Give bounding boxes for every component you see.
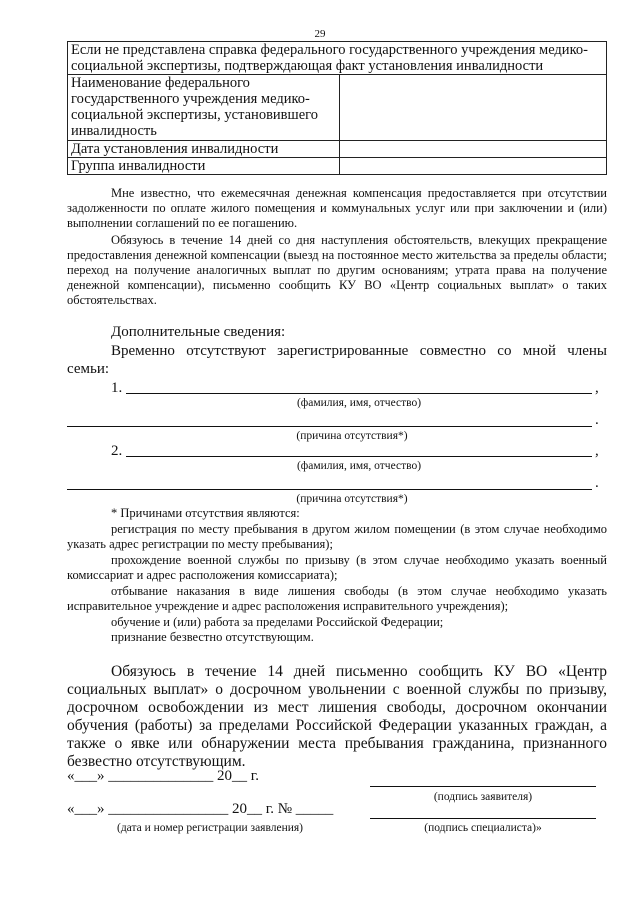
- period: .: [595, 412, 599, 428]
- period: .: [595, 475, 599, 491]
- page-number: 29: [314, 28, 326, 40]
- footnote-title: * Причинами отсутствия являются:: [111, 506, 300, 520]
- comma: ,: [595, 443, 599, 459]
- obligation-paragraph: Обязуюсь в течение 14 дней письменно сообщить КУ ВО «Центр социальных выплат» о досрочном увольнении с военной службы по призыву, досрочном освобождении из мест лишения свободы, досрочном окончании обучения (работы) за пределами Российской Федерации указанных граждан, а также о явке или обнаружении места пребывания гражданина, признанного безвестно отсутствующим.: [67, 663, 607, 770]
- table-row-label: Наименование федерального государственного учреждения медико-социальной экспертизы, установившего инвалидность: [68, 75, 340, 141]
- table-row-value[interactable]: [340, 141, 607, 158]
- disability-info-table: [67, 41, 607, 175]
- table-row-value[interactable]: [340, 75, 607, 141]
- entry-number: 1.: [111, 380, 123, 396]
- table-header: Если не представлена справка федерального государственного учреждения медико-социальной экспертизы, подтверждающая факт установления инвалидности: [68, 42, 607, 75]
- fio-line[interactable]: [126, 393, 592, 394]
- paragraph-compensation-conditions: Мне известно, что ежемесячная денежная компенсация предоставляется при отсутствии задолженности по оплате жилого помещения и коммунальных услуг или при заключении и (или) выполнении соглашений по ее погашению.: [67, 186, 607, 230]
- additional-info-title: Дополнительные сведения:: [111, 324, 286, 340]
- fio-line[interactable]: [126, 456, 592, 457]
- specialist-signature-line[interactable]: [370, 818, 596, 819]
- footnote-item: отбывание наказания в виде лишения свободы (в этом случае необходимо указать исправительное учреждение и адрес расположения исправительного учреждения);: [67, 584, 607, 613]
- fio-caption: (фамилия, имя, отчество): [296, 460, 422, 472]
- table-row-label: Группа инвалидности: [68, 158, 340, 175]
- comma: ,: [595, 380, 599, 396]
- paragraph-notification-obligation: Обязуюсь в течение 14 дней со дня наступления обстоятельств, влекущих прекращение предоставления денежной компенсации (выезд на постоянное место жительства за пределы области; переход на получение аналогичных выплат по другим основаниям; утрата права на получение денежной компенсации), письменно сообщить КУ ВО «Центр социальных выплат» о таких обстоятельствах.: [67, 233, 607, 307]
- reason-line[interactable]: [67, 426, 592, 427]
- footnote-item: признание безвестно отсутствующим.: [111, 630, 314, 644]
- absent-members-intro: Временно отсутствуют зарегистрированные совместно со мной члены семьи:: [67, 343, 607, 377]
- table-row-value[interactable]: [340, 158, 607, 175]
- fio-caption: (фамилия, имя, отчество): [296, 397, 422, 409]
- footnote-item: обучение и (или) работа за пределами Российской Федерации;: [111, 615, 444, 629]
- reason-caption: (причина отсутствия*): [296, 493, 408, 505]
- table-row-label: Дата установления инвалидности: [68, 141, 340, 158]
- footnote-item: прохождение военной службы по призыву (в этом случае необходимо указать военный комиссариат и адрес расположения комиссариата);: [67, 553, 607, 582]
- reason-caption: (причина отсутствия*): [296, 430, 408, 442]
- applicant-signature-line[interactable]: [370, 786, 596, 787]
- specialist-signature-caption: (подпись специалиста)»: [424, 822, 542, 834]
- registration-line[interactable]: «___» ________________ 20__ г. № _____: [67, 801, 334, 817]
- date-line[interactable]: «___» ______________ 20__ г.: [67, 768, 259, 784]
- entry-number: 2.: [111, 443, 123, 459]
- footnote-item: регистрация по месту пребывания в другом жилом помещении (в этом случае необходимо указать адрес регистрации по месту пребывания);: [67, 522, 607, 551]
- applicant-signature-caption: (подпись заявителя): [433, 791, 533, 803]
- reason-line[interactable]: [67, 489, 592, 490]
- registration-caption: (дата и номер регистрации заявления): [116, 822, 304, 834]
